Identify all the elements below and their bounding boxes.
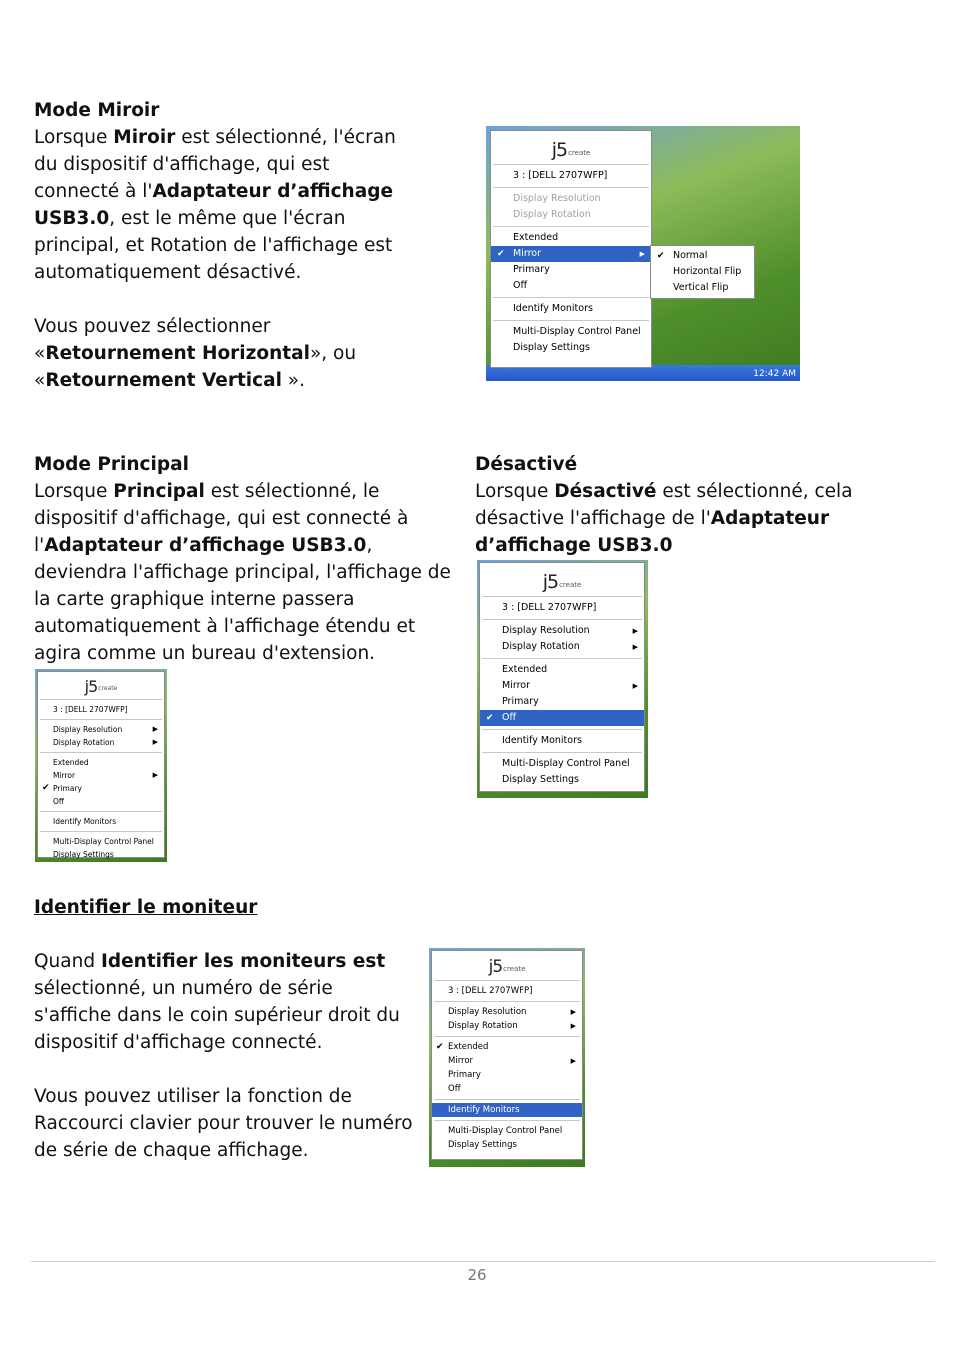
separator	[40, 699, 162, 700]
menu-item-display-rotation[interactable]	[38, 736, 164, 749]
arrow-right-icon: ▶	[152, 725, 158, 733]
menu-item-control-panel[interactable]: Multi-Display Control Panel	[448, 1126, 563, 1136]
miroir-heading: Mode Miroir	[34, 100, 160, 121]
menu-item-extended[interactable]: Extended	[513, 232, 559, 243]
separator	[482, 619, 642, 620]
menu-item-primary[interactable]: Primary	[448, 1070, 481, 1080]
arrow-right-icon: ▶	[570, 1057, 576, 1065]
menu-item-primary[interactable]	[38, 782, 164, 795]
page-number: 26	[467, 1266, 487, 1284]
menu-item-mirror[interactable]	[432, 1054, 582, 1068]
label: Extended	[448, 1042, 489, 1052]
t: est sélectionné, l'écran du dispositif d'affichage, qui est connecté à l'	[34, 127, 396, 202]
label: Display Resolution	[448, 1007, 527, 1017]
menu-item-control-panel[interactable]: Multi-Display Control Panel	[513, 326, 641, 337]
menu-item-off[interactable]: Off	[513, 280, 528, 291]
identifier-heading: Identifier le moniteur	[34, 897, 258, 918]
t: Lorsque	[34, 127, 114, 148]
t: sélectionné, un numéro de série s'affiche dans le coin supérieur droit du dispositif d'affichage connecté.	[34, 978, 400, 1053]
separator	[493, 226, 649, 227]
menu-item-mirror[interactable]	[38, 769, 164, 782]
menu-item-off[interactable]	[480, 710, 644, 726]
label: Normal	[673, 250, 708, 261]
separator	[434, 980, 580, 981]
label: Mirror	[448, 1056, 474, 1066]
menu-item-display-resolution[interactable]	[38, 723, 164, 736]
t: Identifier les moniteurs est	[100, 951, 386, 972]
footer-rule	[31, 1261, 935, 1262]
context-menu	[37, 671, 165, 858]
menu-item-display-resolution[interactable]	[432, 1005, 582, 1019]
desactive-paragraph	[475, 478, 895, 559]
menu-item-display-resolution: Display Resolution	[513, 193, 601, 204]
t: Lorsque	[34, 481, 114, 502]
logo-create: create	[559, 581, 582, 589]
principal-paragraph	[34, 478, 454, 667]
label: Display Rotation	[502, 641, 580, 652]
menu-item-off[interactable]: Off	[448, 1084, 461, 1094]
check-icon: ✔	[486, 713, 494, 723]
identifier-paragraph-1	[34, 948, 414, 1056]
menu-item-device[interactable]: 3 : [DELL 2707WFP]	[502, 602, 597, 613]
context-menu	[431, 950, 583, 1160]
t: Lorsque	[475, 481, 555, 502]
j5create-logo	[38, 672, 164, 696]
menu-item-display-settings[interactable]: Display Settings	[513, 342, 591, 353]
arrow-right-icon: ▶	[632, 682, 638, 690]
check-icon: ✔	[42, 783, 50, 793]
j5create-logo	[480, 563, 644, 593]
label: Mirror	[53, 771, 76, 780]
desactive-heading: Désactivé	[475, 454, 578, 475]
menu-item-device[interactable]: 3 : [DELL 2707WFP]	[513, 170, 608, 181]
menu-item-control-panel[interactable]: Multi-Display Control Panel	[53, 837, 154, 846]
menu-item-display-settings[interactable]: Display Settings	[502, 774, 580, 785]
menu-item-identify-monitors[interactable]: Identify Monitors	[502, 735, 582, 746]
separator	[493, 297, 649, 298]
principal-heading: Mode Principal	[34, 454, 189, 475]
separator	[482, 729, 642, 730]
screenshot-off-menu	[477, 560, 648, 798]
menu-item-identify-monitors[interactable]: Identify Monitors	[53, 817, 117, 826]
separator	[40, 752, 162, 753]
arrow-right-icon: ▶	[152, 738, 158, 746]
t: Adaptateur d’affichage USB3.0	[475, 508, 830, 556]
screenshot-identify-menu	[429, 948, 585, 1167]
menu-item-display-rotation[interactable]	[480, 639, 644, 655]
label: Off	[502, 712, 517, 723]
t: Principal	[113, 481, 205, 502]
check-icon: ✔	[436, 1042, 444, 1052]
submenu-item-vertical-flip[interactable]: Vertical Flip	[673, 282, 729, 293]
menu-item-display-rotation: Display Rotation	[513, 209, 591, 220]
arrow-right-icon: ▶	[639, 250, 645, 258]
j5create-logo	[432, 951, 582, 977]
separator	[482, 596, 642, 597]
separator	[493, 187, 649, 188]
identifier-text	[34, 894, 414, 1164]
t: Adaptateur d’affichage USB3.0	[34, 181, 393, 229]
logo-j5: j5	[542, 571, 559, 593]
t: est sélectionné, le dispositif d'affichage, qui est connecté à l'	[34, 481, 409, 556]
check-icon: ✔	[657, 251, 665, 261]
menu-item-identify-monitors[interactable]: Identify Monitors	[513, 303, 593, 314]
identifier-paragraph-2: Vous pouvez utiliser la fonction de Raccourci clavier pour trouver le numéro de série de chaque affichage.	[34, 1086, 413, 1161]
spacer	[34, 1056, 414, 1083]
label: Display Rotation	[448, 1021, 518, 1031]
t: Désactivé	[554, 481, 657, 502]
context-menu	[479, 562, 645, 792]
menu-item-primary[interactable]: Primary	[502, 696, 539, 707]
arrow-right-icon: ▶	[632, 627, 638, 635]
menu-item-display-resolution[interactable]	[480, 623, 644, 639]
menu-item-control-panel[interactable]: Multi-Display Control Panel	[502, 758, 630, 769]
logo-create: create	[503, 965, 526, 973]
label: Display Resolution	[502, 625, 590, 636]
t: Quand	[34, 951, 101, 972]
t: , deviendra l'affichage principal, l'affichage de la carte graphique interne passera automatiquement à l'affichage étendu et agira comme un bureau d'extension.	[34, 535, 451, 664]
t: », ou «	[34, 343, 357, 391]
miroir-paragraph-1	[34, 124, 414, 286]
label: Display Resolution	[53, 725, 123, 734]
separator	[482, 658, 642, 659]
spacer	[34, 286, 414, 313]
t: , est le même que l'écran principal, et Rotation de l'affichage est automatiquement désactivé.	[34, 208, 393, 283]
separator	[434, 1120, 580, 1121]
t: Retournement Vertical	[45, 370, 282, 391]
t: Retournement Horizontal	[45, 343, 310, 364]
separator	[434, 1001, 580, 1002]
menu-item-off[interactable]: Off	[53, 797, 65, 806]
menu-item-extended[interactable]: Extended	[53, 758, 89, 767]
menu-item-identify-monitors[interactable]: Identify Monitors	[432, 1103, 582, 1117]
mirror-submenu	[650, 245, 755, 299]
separator	[482, 752, 642, 753]
menu-item-mirror[interactable]	[480, 678, 644, 694]
t: Miroir	[113, 127, 176, 148]
t: est sélectionné, cela désactive l'affichage de l'	[475, 481, 853, 529]
tray-clock: 12:42 AM	[753, 369, 796, 379]
menu-item-display-rotation[interactable]	[432, 1019, 582, 1033]
logo-create: create	[568, 149, 591, 157]
t: Vous pouvez sélectionner «	[34, 316, 271, 364]
desactive-text	[475, 451, 895, 559]
separator	[40, 811, 162, 812]
screenshot-primary-menu	[35, 669, 167, 862]
check-icon: ✔	[497, 249, 505, 259]
separator	[493, 320, 649, 321]
screenshot-mirror-menu	[486, 126, 800, 381]
menu-item-primary[interactable]: Primary	[513, 264, 550, 275]
logo-j5: j5	[84, 677, 98, 696]
menu-item-extended[interactable]: Extended	[502, 664, 548, 675]
separator	[434, 1099, 580, 1100]
arrow-right-icon: ▶	[570, 1022, 576, 1030]
menu-item-mirror[interactable]	[491, 246, 651, 262]
menu-item-extended[interactable]	[432, 1040, 582, 1054]
arrow-right-icon: ▶	[570, 1008, 576, 1016]
menu-item-display-settings[interactable]: Display Settings	[53, 850, 114, 859]
context-menu	[490, 130, 652, 368]
arrow-right-icon: ▶	[152, 771, 158, 779]
label: Display Rotation	[53, 738, 115, 747]
submenu-item-horizontal-flip[interactable]: Horizontal Flip	[673, 266, 742, 277]
menu-item-device[interactable]: 3 : [DELL 2707WFP]	[53, 705, 128, 714]
principal-text	[34, 451, 454, 667]
separator	[40, 831, 162, 832]
label: Primary	[53, 784, 82, 793]
j5create-logo	[491, 131, 651, 161]
submenu-item-normal[interactable]	[651, 248, 754, 264]
spacer	[34, 921, 414, 948]
miroir-paragraph-2	[34, 313, 414, 394]
logo-j5: j5	[551, 139, 568, 161]
logo-j5: j5	[488, 957, 503, 977]
label: Mirror	[513, 248, 541, 259]
separator	[40, 719, 162, 720]
separator	[434, 1036, 580, 1037]
t: ».	[281, 370, 306, 391]
arrow-right-icon: ▶	[632, 643, 638, 651]
label: Mirror	[502, 680, 530, 691]
miroir-text	[34, 97, 414, 394]
menu-item-display-settings[interactable]: Display Settings	[448, 1140, 517, 1150]
logo-create: create	[98, 685, 118, 692]
t: Adaptateur d’affichage USB3.0	[44, 535, 367, 556]
menu-item-device[interactable]: 3 : [DELL 2707WFP]	[448, 986, 533, 996]
separator	[493, 164, 649, 165]
